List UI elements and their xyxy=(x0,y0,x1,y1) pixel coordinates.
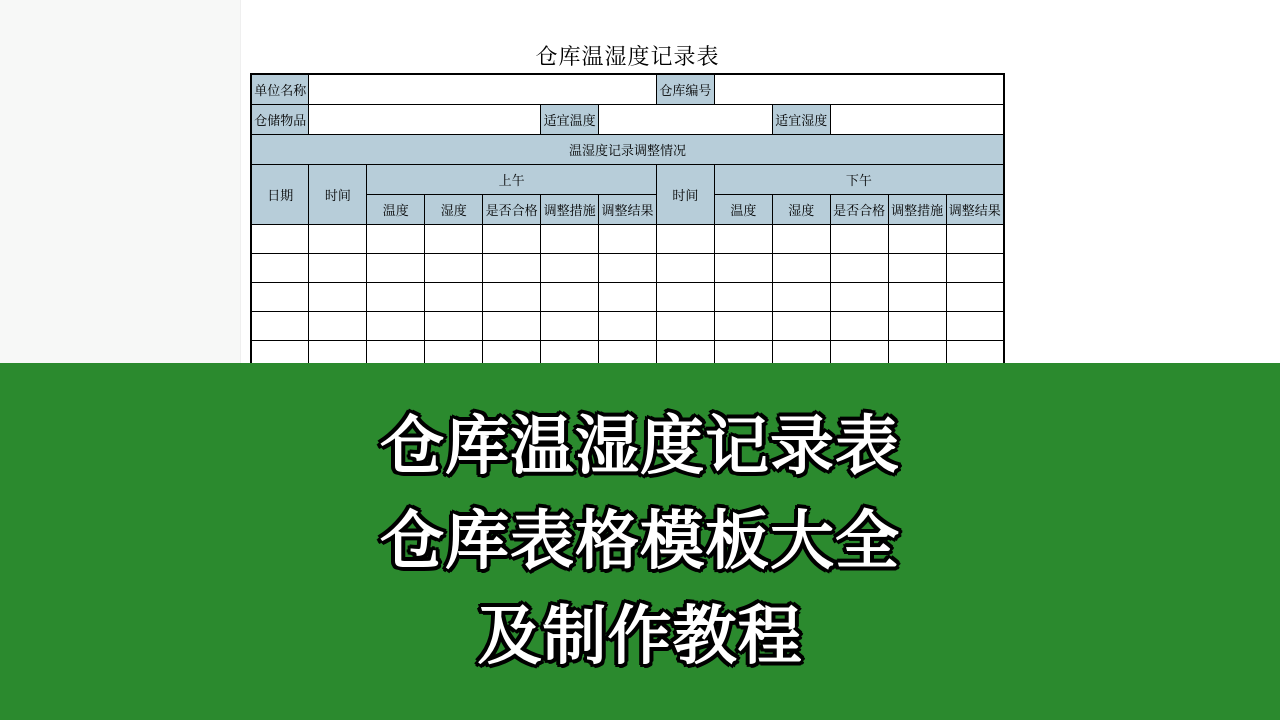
data-cell[interactable] xyxy=(425,282,483,311)
data-cell[interactable] xyxy=(714,224,772,253)
data-cell[interactable] xyxy=(830,253,888,282)
data-cell[interactable] xyxy=(656,340,714,363)
data-cell[interactable] xyxy=(772,311,830,340)
warehouse-no-value-cell[interactable] xyxy=(714,74,1004,104)
data-cell[interactable] xyxy=(367,311,425,340)
suitable-humidity-value-cell[interactable] xyxy=(830,104,1004,134)
unit-name-value-cell[interactable] xyxy=(309,74,657,104)
data-cell[interactable] xyxy=(483,224,541,253)
data-cell[interactable] xyxy=(946,311,1004,340)
data-cell[interactable] xyxy=(251,253,309,282)
col-pm-humidity: 湿度 xyxy=(772,194,830,224)
data-cell[interactable] xyxy=(425,253,483,282)
data-cell[interactable] xyxy=(541,282,599,311)
section-header: 温湿度记录调整情况 xyxy=(251,134,1004,164)
empty-data-row xyxy=(251,253,1004,282)
data-cell[interactable] xyxy=(772,340,830,363)
info-row-1 xyxy=(251,74,1004,104)
info-row-2 xyxy=(251,104,1004,134)
data-cell[interactable] xyxy=(251,340,309,363)
data-cell[interactable] xyxy=(367,340,425,363)
table-title: 仓库温湿度记录表 xyxy=(535,44,720,69)
data-cell[interactable] xyxy=(541,224,599,253)
data-cell[interactable] xyxy=(656,253,714,282)
suitable-temp-label: 适宜温度 xyxy=(541,104,599,134)
col-morning-group: 上午 xyxy=(367,164,657,194)
col-pm-result: 调整结果 xyxy=(946,194,1004,224)
data-cell[interactable] xyxy=(714,311,772,340)
left-margin-strip xyxy=(0,0,241,363)
data-cell[interactable] xyxy=(772,224,830,253)
data-cell[interactable] xyxy=(830,311,888,340)
col-am-humidity: 湿度 xyxy=(425,194,483,224)
data-cell[interactable] xyxy=(714,282,772,311)
data-cell[interactable] xyxy=(309,224,367,253)
data-cell[interactable] xyxy=(714,340,772,363)
temperature-humidity-record-table xyxy=(250,73,1005,363)
col-am-measures: 调整措施 xyxy=(541,194,599,224)
banner-line-1: 仓库温湿度记录表 xyxy=(380,410,900,482)
data-cell[interactable] xyxy=(599,340,657,363)
data-cell[interactable] xyxy=(251,311,309,340)
stored-goods-value-cell[interactable] xyxy=(309,104,541,134)
col-am-temperature: 温度 xyxy=(367,194,425,224)
stored-goods-label: 仓储物品 xyxy=(251,104,309,134)
unit-name-label: 单位名称 xyxy=(251,74,309,104)
data-cell[interactable] xyxy=(888,224,946,253)
suitable-temp-value-cell[interactable] xyxy=(599,104,773,134)
data-cell[interactable] xyxy=(309,340,367,363)
col-pm-temperature: 温度 xyxy=(714,194,772,224)
data-cell[interactable] xyxy=(946,340,1004,363)
data-cell[interactable] xyxy=(830,340,888,363)
col-pm-measures: 调整措施 xyxy=(888,194,946,224)
empty-data-row xyxy=(251,282,1004,311)
data-cell[interactable] xyxy=(367,282,425,311)
data-cell[interactable] xyxy=(367,224,425,253)
data-cell[interactable] xyxy=(656,282,714,311)
empty-data-row xyxy=(251,224,1004,253)
data-cell[interactable] xyxy=(483,282,541,311)
data-cell[interactable] xyxy=(599,311,657,340)
col-time-am: 时间 xyxy=(309,164,367,224)
data-cell[interactable] xyxy=(946,253,1004,282)
data-cell[interactable] xyxy=(483,340,541,363)
empty-data-row xyxy=(251,311,1004,340)
data-cell[interactable] xyxy=(656,311,714,340)
data-cell[interactable] xyxy=(541,253,599,282)
data-cell[interactable] xyxy=(541,311,599,340)
data-cell[interactable] xyxy=(888,253,946,282)
section-header-row xyxy=(251,134,1004,164)
banner-line-2: 仓库表格模板大全 xyxy=(380,505,900,577)
promo-banner xyxy=(0,363,1280,720)
data-cell[interactable] xyxy=(946,282,1004,311)
data-cell[interactable] xyxy=(714,253,772,282)
data-cell[interactable] xyxy=(599,282,657,311)
col-pm-qualified: 是否合格 xyxy=(830,194,888,224)
data-cell[interactable] xyxy=(656,224,714,253)
data-cell[interactable] xyxy=(830,282,888,311)
data-cell[interactable] xyxy=(251,282,309,311)
col-am-result: 调整结果 xyxy=(599,194,657,224)
data-cell[interactable] xyxy=(309,282,367,311)
data-cell[interactable] xyxy=(483,311,541,340)
warehouse-no-label: 仓库编号 xyxy=(656,74,714,104)
data-cell[interactable] xyxy=(830,224,888,253)
data-cell[interactable] xyxy=(251,224,309,253)
col-afternoon-group: 下午 xyxy=(714,164,1004,194)
data-cell[interactable] xyxy=(946,224,1004,253)
data-cell[interactable] xyxy=(425,224,483,253)
data-cell[interactable] xyxy=(367,253,425,282)
data-cell[interactable] xyxy=(483,253,541,282)
data-cell[interactable] xyxy=(309,253,367,282)
banner-line-3: 及制作教程 xyxy=(477,600,803,672)
data-cell[interactable] xyxy=(772,253,830,282)
column-header-row-1 xyxy=(251,164,1004,194)
col-am-qualified: 是否合格 xyxy=(483,194,541,224)
col-date: 日期 xyxy=(251,164,309,224)
data-cell[interactable] xyxy=(888,340,946,363)
empty-rows-body xyxy=(251,224,1004,363)
data-cell[interactable] xyxy=(541,340,599,363)
empty-data-row xyxy=(251,340,1004,363)
data-cell[interactable] xyxy=(309,311,367,340)
data-cell[interactable] xyxy=(425,340,483,363)
suitable-humidity-label: 适宜湿度 xyxy=(772,104,830,134)
col-time-pm: 时间 xyxy=(656,164,714,224)
data-cell[interactable] xyxy=(888,311,946,340)
data-cell[interactable] xyxy=(772,282,830,311)
data-cell[interactable] xyxy=(599,253,657,282)
data-cell[interactable] xyxy=(599,224,657,253)
data-cell[interactable] xyxy=(888,282,946,311)
data-cell[interactable] xyxy=(425,311,483,340)
